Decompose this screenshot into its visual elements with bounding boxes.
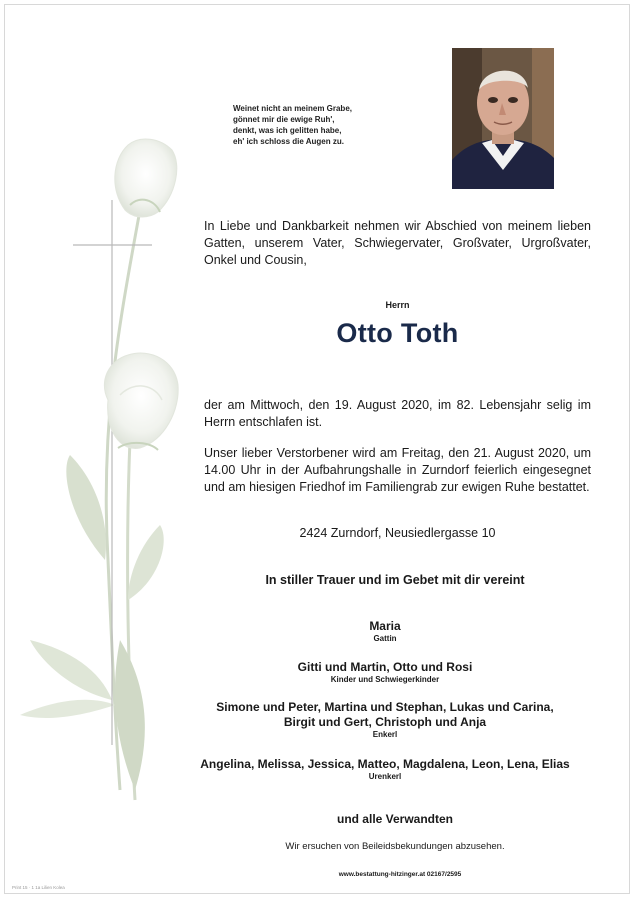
- mourner-role: Urenkerl: [368, 772, 402, 781]
- mourner-role: Kinder und Schwiegerkinder: [330, 675, 440, 684]
- burial-notice: Unser lieber Verstorbener wird am Freitag, den 21. August 2020, um 14.00 Uhr in der Aufbahrungshalle in Zurndorf feierlich eingesegnet und am hiesigen Friedhof im Familiengrab zur ewigen Ruhe bestattet.: [204, 446, 591, 494]
- family-address: 2424 Zurndorf, Neusiedlergasse 10: [299, 526, 496, 540]
- deceased-name: Otto Toth: [336, 318, 459, 348]
- mourner-role: Enkerl: [372, 730, 398, 739]
- mourner-group-great-grandchildren: [170, 757, 600, 782]
- salutation: Herrn: [385, 300, 410, 310]
- mourner-group-grandchildren: [170, 700, 600, 740]
- mourner-group-children: [170, 660, 600, 685]
- condolence-note: Wir ersuchen von Beileidsbekundungen abzusehen.: [285, 841, 505, 852]
- motto-line: denkt, was ich gelitten habe,: [233, 126, 342, 135]
- mourner-names: Birgit und Gert, Christoph und Anja: [283, 715, 487, 729]
- death-notice: der am Mittwoch, den 19. August 2020, im 82. Lebensjahr selig im Herrn entschlafen ist.: [204, 398, 591, 429]
- intro-text: In Liebe und Dankbarkeit nehmen wir Abschied von meinem lieben Gatten, unserem Vater, Schwiegervater, Großvater, Urgroßvater, Onkel und Cousin,: [204, 219, 591, 267]
- deceased-portrait: [452, 48, 554, 189]
- motto-line: eh' ich schloss die Augen zu.: [233, 137, 344, 146]
- mourner-names: Angelina, Melissa, Jessica, Matteo, Magdalena, Leon, Lena, Elias: [200, 757, 570, 771]
- mourner-group-spouse: [170, 619, 600, 644]
- mourner-names: Gitti und Martin, Otto und Rosi: [297, 660, 473, 674]
- mourner-names: Simone und Peter, Martina und Stephan, Lukas und Carina,: [216, 700, 554, 714]
- print-imprint: Print 15 · 1 1a Lilien Kolea: [12, 885, 65, 890]
- motto-verse: [233, 103, 413, 147]
- mourning-line: In stiller Trauer und im Gebet mit dir vereint: [265, 573, 525, 587]
- motto-line: Weinet nicht an meinem Grabe,: [233, 104, 352, 113]
- funeral-home-footer: www.bestattung-hitzinger.at 02167/2595: [338, 871, 462, 878]
- motto-line: gönnet mir die ewige Ruh',: [233, 115, 335, 124]
- relatives-line: und alle Verwandten: [336, 812, 454, 826]
- mourner-role: Gattin: [373, 634, 397, 643]
- mourner-names: Maria: [369, 619, 401, 633]
